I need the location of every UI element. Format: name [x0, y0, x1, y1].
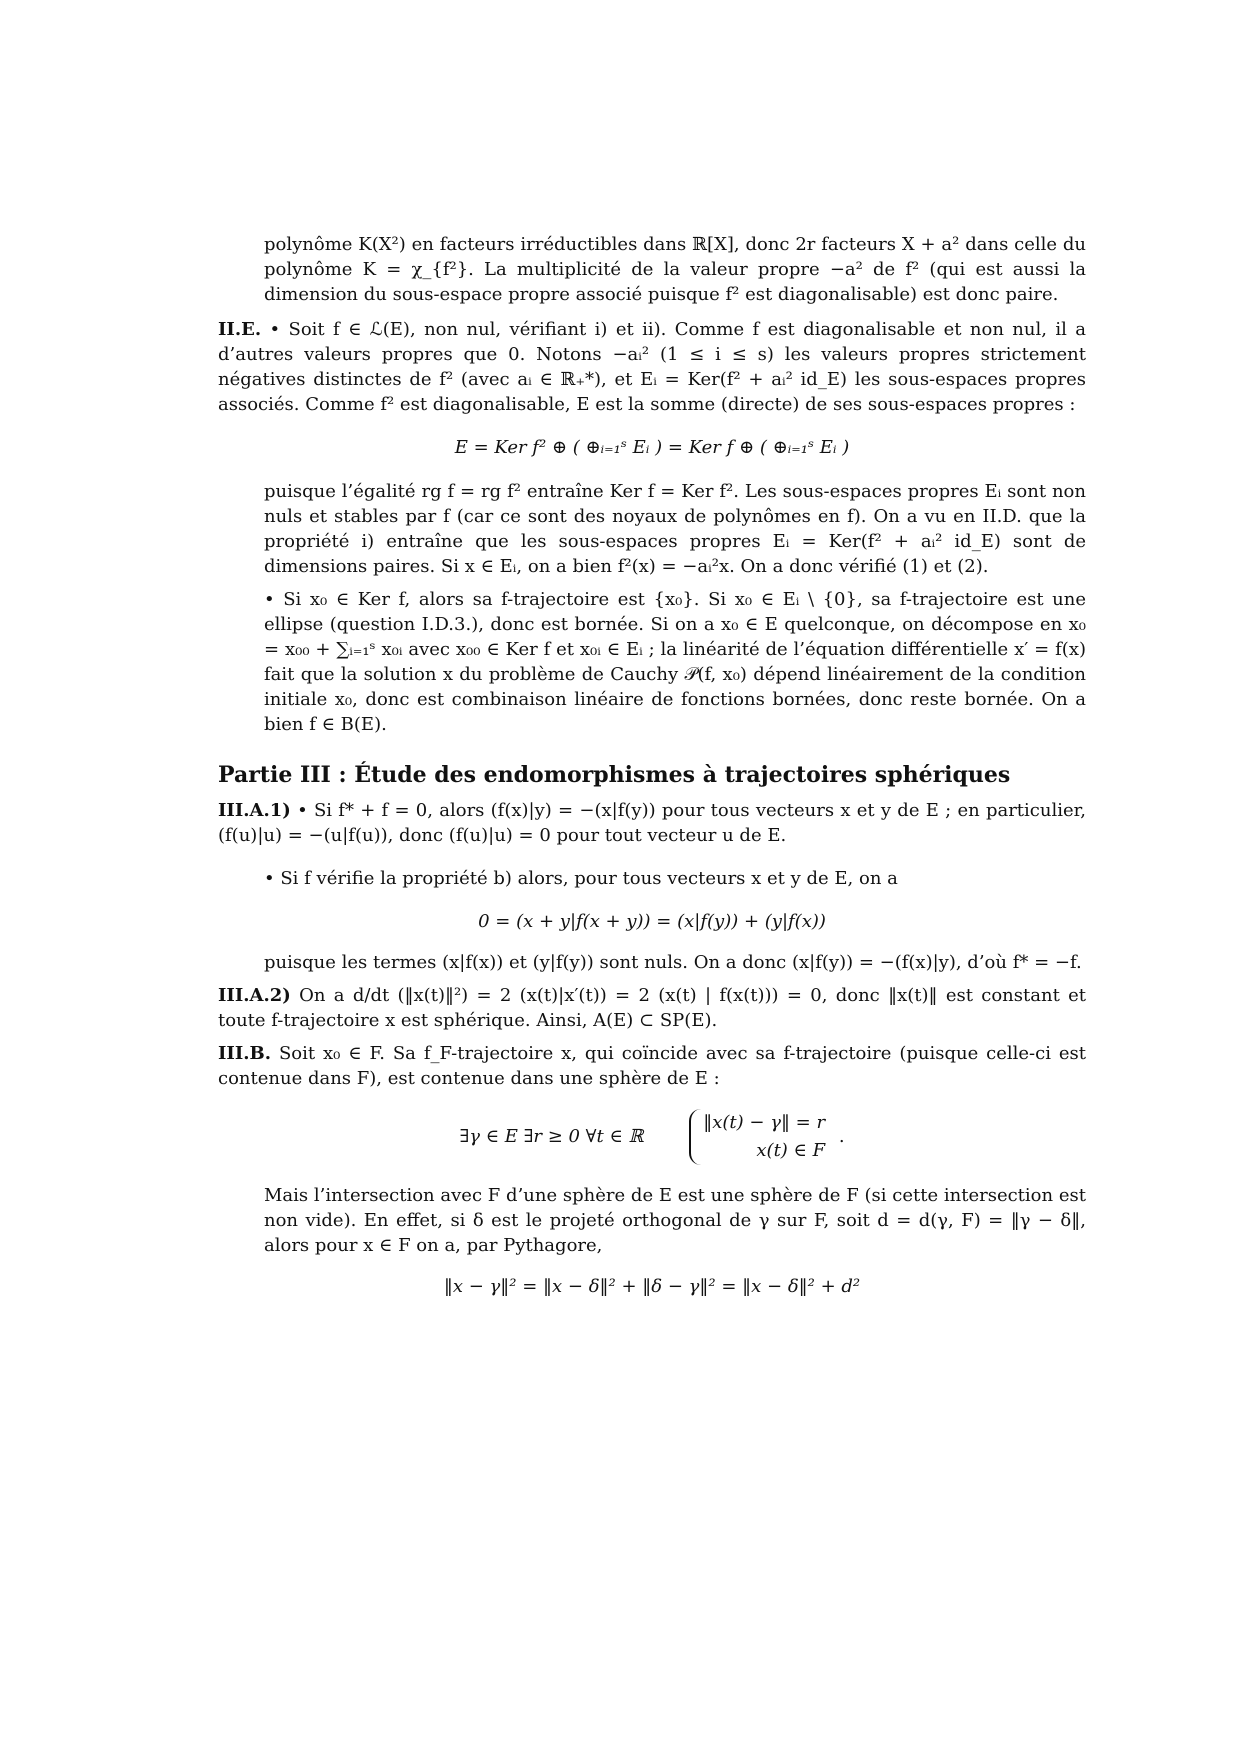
section-IIIA2	[218, 983, 1086, 1033]
section-label-IIIA1: III.A.1)	[218, 800, 291, 821]
paragraph-continuation: polynôme K(X²) en facteurs irréductibles dans ℝ[X], donc 2r facteurs X + a² dans celle du polynôme K = χ_{f²}. La multiplicité de la valeur propre −a² de f² (qui est aussi la dimension du sous-espace propre associé puisque f² est diagonalisable) est donc paire.	[264, 234, 1086, 305]
IIIA1-paragraph-3: puisque les termes (x|f(x)) et (y|f(y)) sont nuls. On a donc (x|f(y)) = −(f(x)|y), d’où f* = −f.	[264, 952, 1082, 973]
IIIA1-paragraph-2: • Si f vérifie la propriété b) alors, pour tous vecteurs x et y de E, on a	[264, 868, 898, 889]
IIIA1-paragraph-1: • Si f* + f = 0, alors (f(x)|y) = −(x|f(y)) pour tous vecteurs x et y de E ; en particulier, (f(u)|u) = −(u|f(u)), donc (f(u)|u) = 0 pour tout vecteur u de E.	[218, 800, 1086, 846]
section-label-IIIB: III.B.	[218, 1043, 272, 1064]
IIIA1-equation: 0 = (x + y|f(x + y)) = (x|f(y)) + (y|f(x))	[478, 911, 826, 932]
IIIB-paragraph-2: Mais l’intersection avec F d’une sphère de E est une sphère de F (si cette intersection est non vide). En effet, si δ est le projeté orthogonal de γ sur F, soit d = d(γ, F) = ‖γ − δ‖, alors pour x ∈ F on a, par Pythagore,	[264, 1185, 1086, 1256]
IIE-paragraph-1: • Soit f ∈ ℒ(E), non nul, vérifiant i) et ii). Comme f est diagonalisable et non nul, il a d’autres valeurs propres que 0. Notons −aᵢ² (1 ≤ i ≤ s) les valeurs propres strictement négatives distinctes de f² (avec aᵢ ∈ ℝ₊*), et Eᵢ = Ker(f² + aᵢ² id_E) les sous-espaces propres associés. Comme f² est diagonalisable, E est la somme (directe) de ses sous-espaces propres :	[218, 319, 1086, 415]
IIIB-case-line-2: x(t) ∈ F	[756, 1140, 826, 1161]
section-IIIB	[218, 1041, 1086, 1299]
section-IIIA1	[218, 798, 1086, 975]
section-IIE	[218, 317, 1086, 737]
page-column	[218, 232, 1086, 1315]
IIIB-system	[218, 1109, 1086, 1165]
section-label-IIIA2: III.A.2)	[218, 985, 291, 1006]
part-III-title: Partie III : Étude des endomorphismes à trajectoires sphériques	[218, 762, 1011, 788]
IIE-direct-sum-equation: E = Ker f² ⊕ ( ⊕ᵢ₌₁ˢ Eᵢ ) = Ker f ⊕ ( ⊕ᵢ₌₁ˢ Eᵢ )	[454, 437, 850, 458]
IIE-paragraph-2: puisque l’égalité rg f = rg f² entraîne Ker f = Ker f². Les sous-espaces propres Eᵢ sont non nuls et stables par f (car ce sont des noyaux de polynômes en f). On a vu en II.D. que la propriété i) entraîne que les sous-espaces propres Eᵢ = Ker(f² + aᵢ² id_E) sont de dimensions paires. Si x ∈ Eᵢ, on a bien f²(x) = −aᵢ²x. On a donc vérifié (1) et (2).	[264, 481, 1086, 577]
IIE-paragraph-3: • Si x₀ ∈ Ker f, alors sa f-trajectoire est {x₀}. Si x₀ ∈ Eᵢ \ {0}, sa f-trajectoire est une ellipse (question I.D.3.), donc est bornée. Si on a x₀ ∈ E quelconque, on décompose en x₀ = x₀₀ + ∑ᵢ₌₁ˢ x₀ᵢ avec x₀₀ ∈ Ker f et x₀ᵢ ∈ Eᵢ ; la linéarité de l’équation différentielle x′ = f(x) fait que la solution x du problème de Cauchy 𝒫(f, x₀) dépend linéairement de la condition initiale x₀, donc est combinaison linéaire de fonctions bornées, donc reste bornée. On a bien f ∈ B(E).	[264, 589, 1086, 735]
IIIA2-paragraph-1: On a d/dt (‖x(t)‖²) = 2 (x(t)|x′(t)) = 2 (x(t) | f(x(t))) = 0, donc ‖x(t)‖ est constant et toute f-trajectoire x est sphérique. Ainsi, A(E) ⊂ SP(E).	[218, 985, 1086, 1031]
IIIB-case-system	[689, 1109, 825, 1165]
IIIB-paragraph-1: Soit x₀ ∈ F. Sa f_F-trajectoire x, qui coïncide avec sa f-trajectoire (puisque celle-ci est contenue dans F), est contenue dans une sphère de E :	[218, 1043, 1086, 1089]
IIIB-quantifiers: ∃γ ∈ E ∃r ≥ 0 ∀t ∈ ℝ	[459, 1126, 644, 1147]
section-label-IIE: II.E.	[218, 319, 262, 340]
IIIB-period: .	[838, 1126, 845, 1147]
IIIB-case-line-1: ‖x(t) − γ‖ = r	[703, 1112, 826, 1133]
IIIB-pythagore-equation: ‖x − γ‖² = ‖x − δ‖² + ‖δ − γ‖² = ‖x − δ‖² + d²	[443, 1276, 861, 1297]
